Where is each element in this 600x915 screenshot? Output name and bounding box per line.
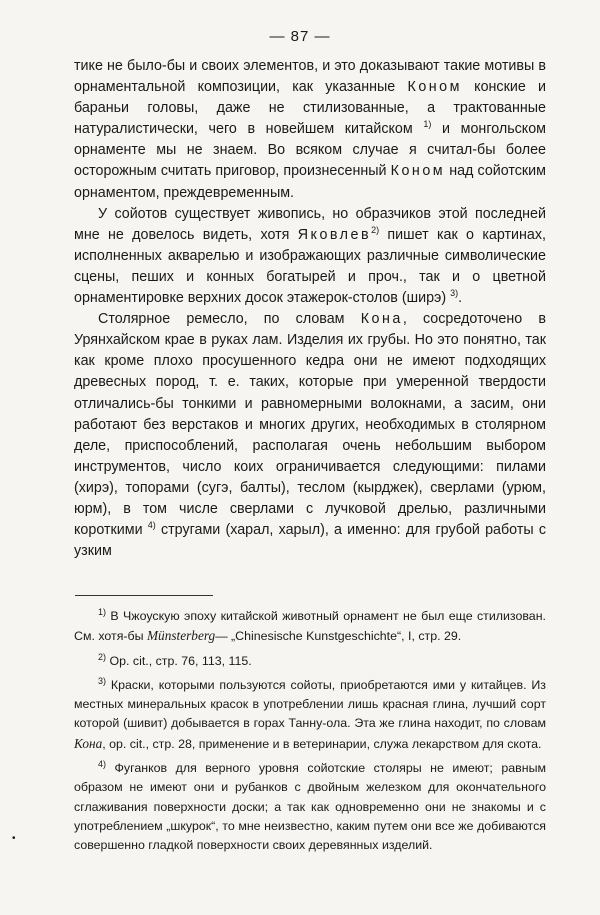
footnote-mark: 1) (98, 606, 107, 617)
footnote-mark: 2) (98, 651, 107, 662)
text-run: , сосредоточено в Урянхайском крае в руках лам. Изделия их грубы. Но это понятно, так как кроме плохо просушенного кедра они не имеют подходящих древесных пород, т. е. таких, которые при умеренной твердости отличались-бы тонкими и равномерными волокнами, а засим, они работают без верстаков и многих других, необходимых в столярном деле, приспособлений, располагая очень небольшим выбором инструментов, число коих ограничивается следующими: пилами (хирэ), топорами (сугэ, балты), теслом (кырджек), сверлами (урюм, юрм), в том числе сверлами с лучковой дрелью, различными короткими (74, 311, 547, 539)
text-run: . (458, 290, 463, 307)
spaced-name: Кона (360, 311, 403, 328)
footnote-ref: 2) (371, 224, 380, 235)
text-run: Фуганков для верного уровня сойотские столяры не имеют; равным образом не имеют они и рубанков с двойным железком для окончательного сглаживания поверхности доски; а так как одновременно они не знакомы и с употреблением „шкурок“, то мне неизвестно, каким путем они все же добиваются совершенно гладкой поверхности своих деревянных изделий. (74, 761, 546, 853)
text-run: Краски, которыми пользуются сойоты, приобретаются ими у китайцев. Из местных минеральных красок в употреблении лишь красная глина, лучший сорт которой (шивит) добывается в горах Танну-ола. Эта же глина находит, по словам (74, 677, 546, 731)
paragraph-2 (74, 204, 546, 309)
text-run: конские и бараньи головы, даже не стилизованные, а трактованные натуралистически, чего в новейшем китайском (74, 79, 546, 138)
text-run: над сойотским орнаментом, преждевременным. (74, 163, 546, 201)
text-run: и монгольском орнаменте мы не знаем. Во всяком случае я считал-бы более осторожным считать приговор, произнесенный (74, 121, 546, 180)
footnote-1 (74, 607, 546, 647)
footnote-ref: 3) (450, 288, 459, 299)
footnotes (74, 607, 546, 861)
footnote-2 (74, 652, 546, 671)
text-run: Op. cit., стр. 76, 113, 115. (106, 653, 252, 668)
footnote-ref: 1) (423, 119, 432, 130)
text-run: У сойотов существует живопись, но образчиков этой последней мне не довелось видеть, хотя (74, 205, 546, 243)
footnote-4 (74, 759, 546, 855)
text-run: — „Chinesische Kunstgeschichte“, I, стр. 29. (215, 629, 462, 644)
footnote-divider (75, 595, 213, 596)
footnote-ref: 4) (147, 520, 156, 531)
paragraph-1 (74, 56, 546, 204)
author-name: Münsterberg (146, 628, 216, 644)
spaced-name: Коном (407, 79, 462, 96)
main-text (74, 56, 546, 562)
footnote-mark: 4) (98, 758, 107, 769)
author-name: Кона (74, 735, 103, 751)
text-run: тике не было-бы и своих элементов, и это доказывают такие мотивы в орнаментальной композиции, как указанные (74, 58, 546, 96)
text-run: Столярное ремесло, по словам (98, 311, 361, 328)
text-run: стругами (харал, харыл), а именно: для грубой работы с узким (74, 522, 546, 560)
margin-mark: • (12, 833, 16, 844)
text-run: , op. cit., стр. 28, применение и в ветеринарии, служа лекарством для скота. (102, 736, 542, 751)
paragraph-3 (74, 309, 546, 562)
footnote-3 (74, 676, 546, 754)
text-run: пишет как о картинах, исполненных акварелью и изображающих различные символические сцены, пеших и конных богатырей и проч., так и о цветной орнаментировке верхних досок этажерок-столов (ширэ) (74, 226, 546, 307)
page-number: — 87 — (269, 28, 331, 45)
footnote-mark: 3) (98, 675, 107, 686)
spaced-name: Яковлев (297, 226, 372, 243)
text-run: В Чжоускую эпоху китайской животный орнамент не был еще стилизован. См. хотя-бы (74, 609, 546, 644)
spaced-name: Коном (390, 163, 446, 180)
